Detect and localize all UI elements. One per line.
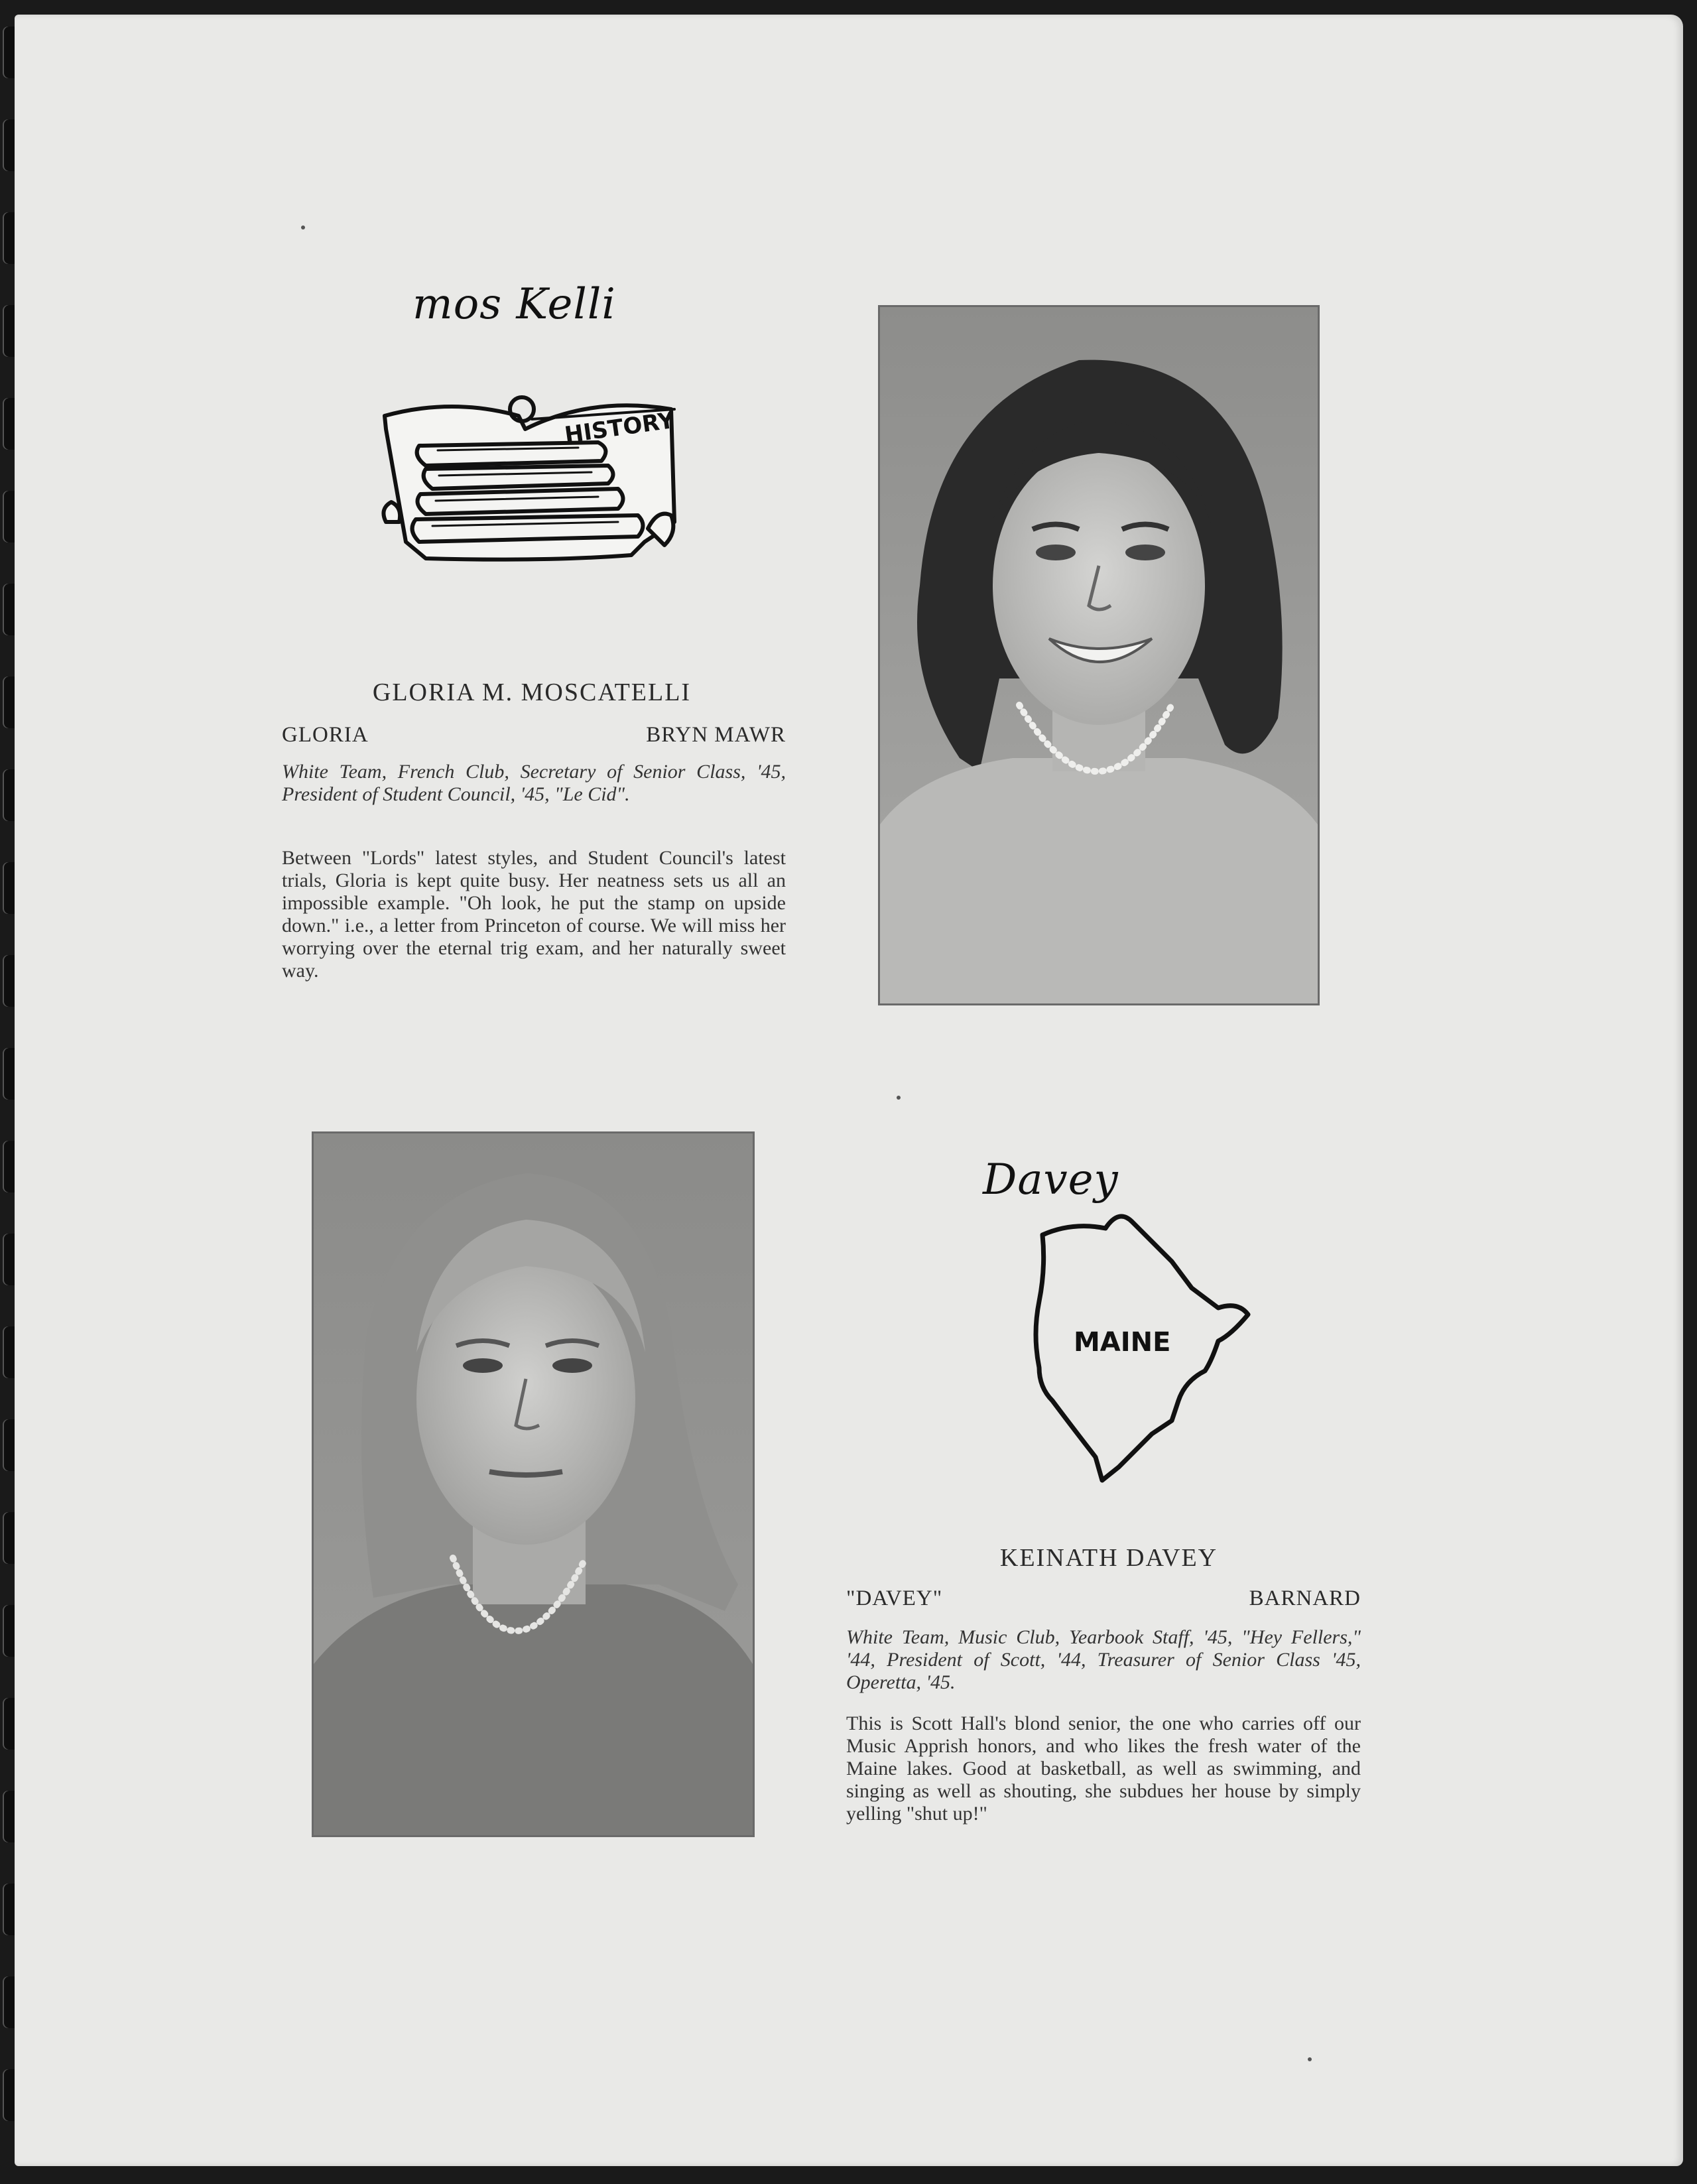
portrait-photo-davey <box>312 1131 755 1837</box>
signature-davey: Davey <box>983 1155 1119 1204</box>
nickname-college-row-moscatelli <box>282 723 786 747</box>
activities-davey: White Team, Music Club, Yearbook Staff, '45, "Hey Fellers," '44, President of Scott, '44, Treasurer of Senior Class '45, Operetta, '45. <box>846 1626 1361 1693</box>
yearbook-page <box>15 15 1683 2166</box>
activities-moscatelli: White Team, French Club, Secretary of Senior Class, '45, President of Student Council, '45, "Le Cid". <box>282 761 786 805</box>
nickname-college-row-davey <box>846 1586 1361 1611</box>
student-name-davey: KEINATH DAVEY <box>999 1544 1218 1572</box>
print-speck <box>1308 2057 1312 2061</box>
print-speck <box>301 225 305 229</box>
signature-moscatelli: mos Kelli <box>412 280 616 329</box>
print-speck <box>897 1096 901 1100</box>
bio-moscatelli: Between "Lords" latest styles, and Student Council's latest trials, Gloria is kept quite busy. Her neatness sets us all an impossible example. "Oh look, he put the stamp on upside down." i.e., a letter from Princeton of course. We will miss her worrying over the eternal trig exam, and her naturally sweet way. <box>282 847 786 982</box>
emblem-label-history: HISTORY <box>562 407 676 449</box>
portrait-photo-moscatelli <box>878 305 1320 1005</box>
nickname-moscatelli: GLORIA <box>282 723 369 747</box>
student-name-moscatelli: GLORIA M. MOSCATELLI <box>372 678 692 706</box>
bio-davey: This is Scott Hall's blond senior, the one who carries off our Music Apprish honors, and who likes the fresh water of the Maine lakes. Good at basketball, as well as swimming, and singing as well as shouting, she subdues her house by simply yelling "shut up!" <box>846 1712 1361 1825</box>
college-moscatelli: BRYN MAWR <box>646 723 786 747</box>
emblem-label-maine: MAINE <box>1074 1327 1171 1358</box>
maine-map-emblem <box>1019 1202 1258 1487</box>
college-davey: BARNARD <box>1249 1586 1361 1610</box>
history-books-emblem <box>379 389 691 588</box>
nickname-davey: "DAVEY" <box>846 1586 943 1610</box>
